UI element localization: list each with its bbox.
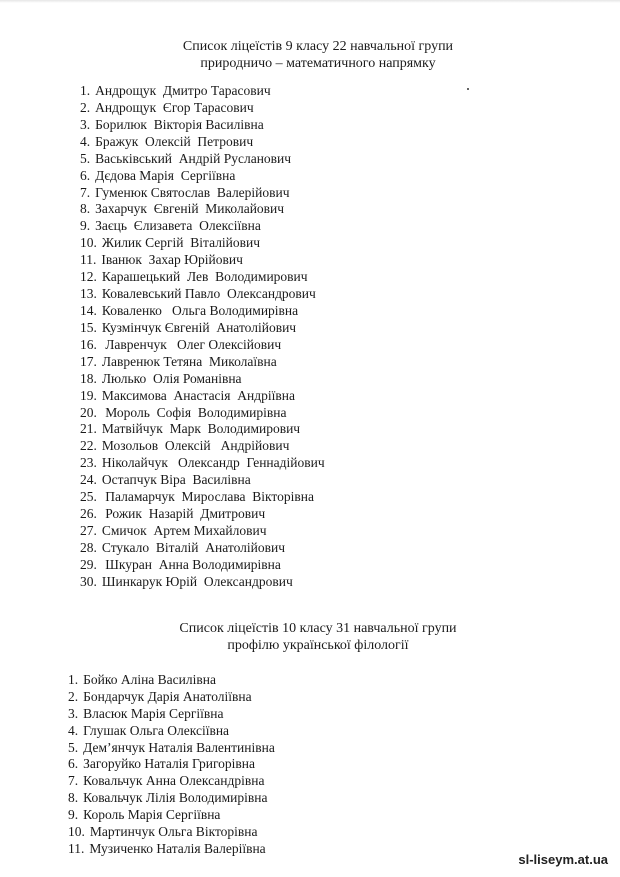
student-name: Андрощук Дмитро Тарасович [95, 83, 271, 98]
student-name: Паламарчук Мирослава Вікторівна [101, 489, 314, 505]
list-item [80, 218, 325, 235]
student-name: Глушак Ольга Олексіївна [83, 722, 230, 738]
list-item-number: 4. [68, 722, 79, 738]
scan-edge [0, 0, 620, 3]
student-name: Бражук Олексій Петрович [95, 133, 254, 149]
list-item-number: 27. [80, 522, 97, 538]
list-item-number: 2. [80, 99, 91, 115]
list-item-number: 30. [80, 573, 97, 589]
list-item [68, 689, 275, 706]
list-item-number: 16. [80, 336, 97, 352]
list-item [80, 540, 325, 557]
list-item-number: 29. [80, 556, 97, 572]
list-item [80, 523, 325, 540]
list-item-number: 14. [80, 302, 97, 318]
list-item-number: 17. [80, 353, 97, 369]
list-item [68, 824, 275, 841]
list-item-number: 18. [80, 370, 97, 386]
list-item [80, 269, 325, 286]
student-name: Рожик Назарій Дмитрович [101, 506, 266, 522]
student-name: Ковальчук Лілія Володимирівна [83, 790, 268, 806]
list-item [80, 472, 325, 489]
section2-student-list [68, 672, 275, 858]
list-item [80, 286, 325, 303]
list-item [68, 841, 275, 858]
student-name: Остапчук Віра Василівна [101, 472, 251, 488]
student-name: Мозольов Олексій Андрійович [101, 438, 290, 454]
list-item [80, 405, 325, 422]
list-item [80, 320, 325, 337]
student-name: Матвійчук Марк Володимирович [101, 421, 301, 437]
student-name: Ніколайчук Олександр Геннадійович [101, 455, 325, 471]
student-name: Ковальчук Анна Олександрівна [83, 773, 265, 789]
section1-title-line2: природничо – математичного напрямку [200, 56, 436, 71]
list-item [80, 354, 325, 371]
student-name: Загоруйко Наталія Григорівна [83, 756, 255, 772]
student-name: Ковалевський Павло Олександрович [101, 286, 316, 302]
student-name: Шинкарук Юрій Олександрович [101, 573, 293, 589]
student-name: Власюк Марія Сергіївна [83, 705, 224, 721]
student-name: Заєць Єлизавета Олексіївна [95, 218, 261, 234]
section1-heading [8, 38, 620, 72]
student-name: Музиченко Наталія Валеріївна [89, 840, 266, 856]
student-name: Люлько Олія Романівна [101, 370, 242, 386]
student-name: Король Марія Сергіївна [83, 807, 221, 823]
student-name: Карашецький Лев Володимирович [101, 269, 308, 285]
list-item [80, 388, 325, 405]
list-item [80, 337, 325, 354]
list-item [68, 672, 275, 689]
list-item [80, 151, 325, 168]
list-item [80, 489, 325, 506]
student-name: Іванюк Захар Юрійович [101, 252, 243, 268]
list-item-number: 9. [68, 807, 79, 823]
list-item-number: 13. [80, 286, 97, 302]
list-item-number: 5. [80, 150, 91, 166]
list-item-number: 7. [68, 773, 79, 789]
list-item [68, 723, 275, 740]
student-name: Шкуран Анна Володимирівна [101, 556, 281, 572]
list-item-number: 11. [68, 840, 85, 856]
list-item-number: 12. [80, 269, 97, 285]
site-watermark: sl-liseym.at.ua [518, 852, 608, 867]
list-item-number: 26. [80, 506, 97, 522]
student-name: Мартинчук Ольга Вікторівна [89, 824, 258, 840]
list-item [68, 807, 275, 824]
list-item-number: 2. [68, 688, 79, 704]
list-item [80, 438, 325, 455]
student-name: Мороль Софія Володимирівна [101, 404, 287, 420]
student-name: Коваленко Ольга Володимирівна [101, 302, 299, 318]
list-item-number: 4. [80, 133, 91, 149]
list-item [80, 185, 325, 202]
list-item [80, 303, 325, 320]
student-name: Захарчук Євгеній Миколайович [95, 201, 285, 217]
student-name: Бойко Аліна Василівна [83, 672, 216, 687]
section2-heading [8, 620, 620, 654]
student-name: Лавренчук Олег Олексійович [101, 336, 282, 352]
list-item [80, 134, 325, 151]
list-item-number: 3. [80, 116, 91, 132]
list-item [80, 235, 325, 252]
list-item [80, 557, 325, 574]
list-item-number: 1. [68, 672, 79, 687]
list-item-number: 5. [68, 739, 79, 755]
list-item [68, 773, 275, 790]
list-item [68, 790, 275, 807]
list-item [80, 455, 325, 472]
list-item [68, 756, 275, 773]
list-item-number: 8. [80, 201, 91, 217]
student-name: Бондарчук Дарія Анатоліївна [83, 688, 252, 704]
section2-title-line1: Список ліцеїстів 10 класу 31 навчальної групи [179, 621, 457, 636]
student-name: Максимова Анастасія Андріївна [101, 387, 295, 403]
student-name: Кузмінчук Євгеній Анатолійович [101, 319, 297, 335]
list-item-number: 7. [80, 184, 91, 200]
student-name: Гуменюк Святослав Валерійович [95, 184, 290, 200]
list-item-number: 22. [80, 438, 97, 454]
list-item-number: 11. [80, 252, 97, 268]
list-item-number: 3. [68, 705, 79, 721]
list-item-number: 25. [80, 489, 97, 505]
list-item [68, 706, 275, 723]
list-item-number: 10. [68, 824, 85, 840]
list-item [80, 100, 325, 117]
list-item [80, 421, 325, 438]
list-item-number: 6. [80, 167, 91, 183]
list-item [68, 740, 275, 757]
list-item [80, 574, 325, 591]
student-name: Жилик Сергій Віталійович [101, 235, 261, 251]
student-name: Стукало Віталій Анатолійович [101, 539, 286, 555]
list-item [80, 83, 325, 100]
list-item-number: 24. [80, 472, 97, 488]
list-item-number: 9. [80, 218, 91, 234]
list-item [80, 252, 325, 269]
section2-title-line2: профілю української філології [227, 638, 409, 653]
list-item-number: 15. [80, 319, 97, 335]
list-item [80, 371, 325, 388]
section1-student-list [80, 83, 325, 591]
list-item-number: 23. [80, 455, 97, 471]
list-item-number: 10. [80, 235, 97, 251]
student-name: Лавренюк Тетяна Миколаївна [101, 353, 277, 369]
list-item [80, 168, 325, 185]
list-item-number: 1. [80, 83, 91, 98]
section1-title-line1: Список ліцеїстів 9 класу 22 навчальної групи [182, 39, 454, 54]
list-item [80, 506, 325, 523]
student-name: Васьківський Андрій Русланович [95, 150, 292, 166]
list-item [80, 117, 325, 134]
list-item-number: 20. [80, 404, 97, 420]
list-item [80, 201, 325, 218]
student-name: Смичок Артем Михайлович [101, 522, 267, 538]
list-item-number: 21. [80, 421, 97, 437]
student-name: Андрощук Єгор Тарасович [95, 99, 254, 115]
list-item-number: 28. [80, 539, 97, 555]
list-item-number: 6. [68, 756, 79, 772]
student-name: Борилюк Вікторія Василівна [95, 116, 264, 132]
student-name: Дєдова Марія Сергіївна [95, 167, 236, 183]
student-name: Дем’янчук Наталія Валентинівна [83, 739, 275, 755]
list-item-number: 19. [80, 387, 97, 403]
scan-speck [467, 88, 469, 90]
list-item-number: 8. [68, 790, 79, 806]
